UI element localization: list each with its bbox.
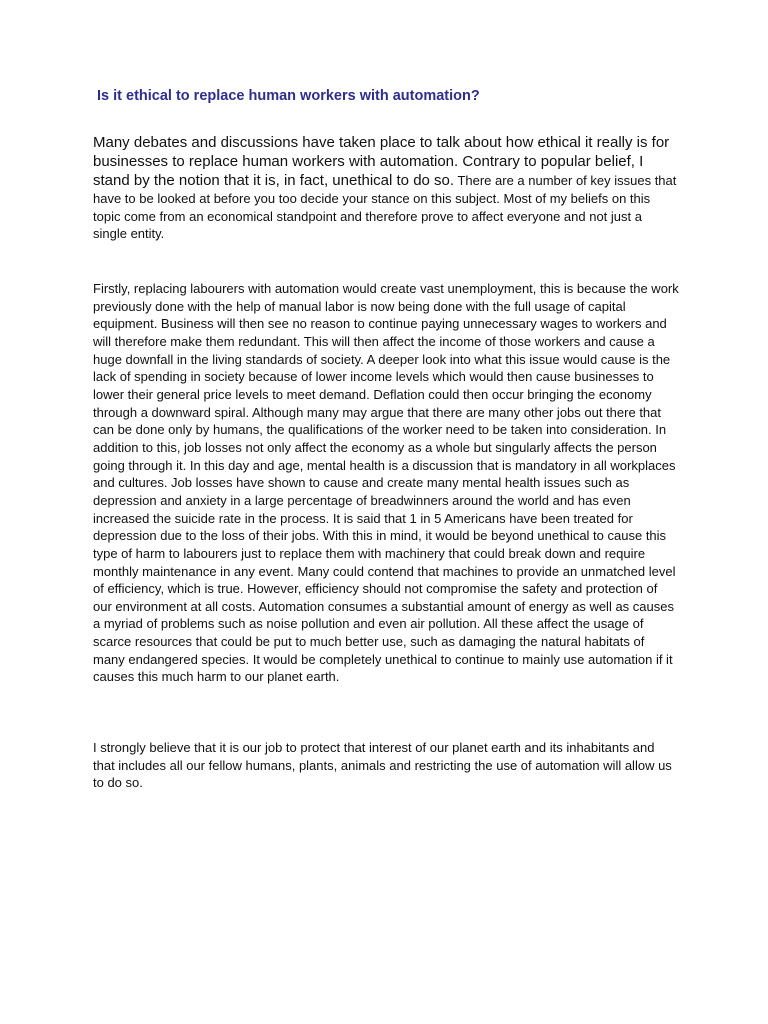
conclusion-paragraph: I strongly believe that it is our job to protect that interest of our planet earth and its inhabitants and that includes all our fellow humans, plants, animals and restricting the use of automation will allow us to do so. [93,740,672,791]
document-title: Is it ethical to replace human workers with automation? [97,88,480,104]
body-paragraph-2: Firstly, replacing labourers with automation would create vast unemployment, this is because the work previously done with the help of manual labor is now being done with the full usage of capital equipment. Business will then see no reason to continue paying unnecessary wages to workers and will therefore make them redundant. This will then affect the income of those workers and cause a huge downfall in the living standards of society. A deeper look into what this issue would cause is the lack of spending in society because of lower income levels which would then cause businesses to lower their general price levels to meet demand. Deflation could then occur bringing the economy through a downward spiral. Although many may argue that there are many other jobs out there that can be done only by humans, the qualifications of the worker need to be taken into consideration. In addition to this, job losses not only affect the economy as a whole but singularly affects the person going through it. In this day and age, mental health is a discussion that is mandatory in all workplaces and cultures. Job losses have shown to cause and create many mental health issues such as depression and anxiety in a large percentage of breadwinners around the world and has even increased the suicide rate in the process. It is said that 1 in 5 Americans have been treated for depression due to the loss of their jobs. With this in mind, it would be beyond unethical to cause this type of harm to labourers just to replace them with machinery that could break down and require monthly maintenance in any event. Many could contend that machines to provide an unmatched level of efficiency, which is true. However, efficiency should not compromise the safety and protection of our environment at all costs. Automation consumes a substantial amount of energy as well as causes a myriad of problems such as noise pollution and even air pollution. All these affect the usage of scarce resources that could be put to much better use, such as damaging the natural habitats of many endangered species. It would be completely unethical to continue to mainly use automation if it causes this much harm to our planet earth. [93,281,679,685]
intro-paragraph [93,133,679,243]
intro-lead-text: Many debates and discussions have taken place to talk about how ethical it really is for businesses to replace human workers with automation. Contrary to popular belief, I stand by the notion that it is, in fact, unethical to do so. [93,134,670,189]
intro-rest-text: There are a number of key issues that have to be looked at before you too decide your stance on this subject. Most of my beliefs on this topic come from an economical standpoint and therefore prove to affect everyone and not just a single entity. [93,173,677,242]
